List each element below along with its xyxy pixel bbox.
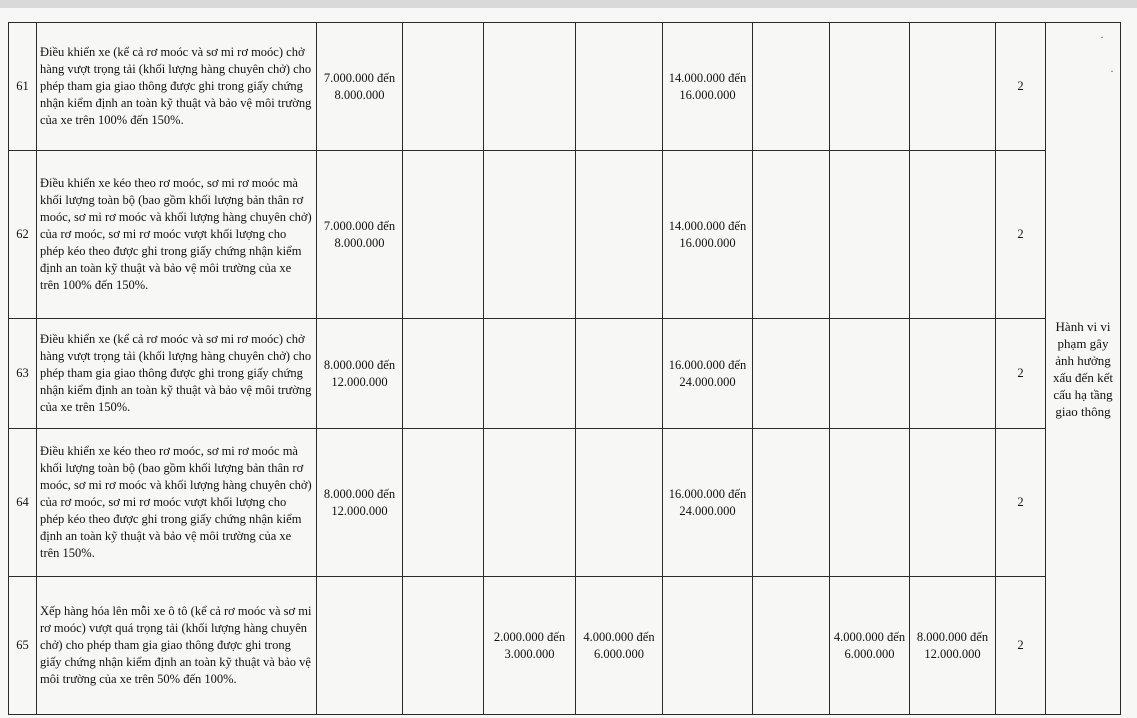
empty-cell [403, 151, 484, 319]
violation-description: Điều khiển xe kéo theo rơ moóc, sơ mi rơ moóc mà khối lượng toàn bộ (bao gồm khối lượng bản thân rơ moóc, sơ mi rơ moóc và khối lượng hàng chuyên chở) của rơ moóc, sơ mi rơ moóc vượt khối lượng cho phép kéo theo được ghi trong giấy chứng nhận kiểm định an toàn kỹ thuật và bảo vệ môi trường của xe trên 100% đến 150%. [37, 151, 317, 319]
empty-cell [576, 23, 663, 151]
empty-cell [576, 429, 663, 577]
table-row [9, 577, 1121, 715]
row-number: 63 [9, 319, 37, 429]
empty-cell [576, 151, 663, 319]
fine-amount: 4.000.000 đến 6.000.000 [830, 577, 910, 715]
empty-cell [910, 429, 996, 577]
empty-cell [910, 151, 996, 319]
empty-cell [484, 151, 576, 319]
fine-amount: 8.000.000 đến 12.000.000 [317, 429, 403, 577]
violation-description: Xếp hàng hóa lên mỗi xe ô tô (kể cả rơ moóc và sơ mi rơ moóc) vượt quá trọng tải (khối lượng hàng chuyên chở) cho phép tham gia giao thông được ghi trong giấy chứng nhận kiểm định an toàn kỹ thuật và bảo vệ môi trường của xe trên 50% đến 100%. [37, 577, 317, 715]
fine-amount: 14.000.000 đến 16.000.000 [663, 151, 753, 319]
empty-cell [484, 319, 576, 429]
empty-cell [576, 319, 663, 429]
empty-cell [317, 577, 403, 715]
empty-cell [830, 429, 910, 577]
empty-cell [753, 577, 830, 715]
empty-cell [753, 319, 830, 429]
empty-cell [403, 23, 484, 151]
fine-amount: 7.000.000 đến 8.000.000 [317, 151, 403, 319]
row-number: 65 [9, 577, 37, 715]
table-row [9, 23, 1121, 151]
empty-cell [663, 577, 753, 715]
points-deducted: 2 [996, 577, 1046, 715]
empty-cell [910, 319, 996, 429]
speck-mark: · [1110, 64, 1114, 78]
empty-cell [830, 319, 910, 429]
violation-description: Điều khiển xe (kể cả rơ moóc và sơ mi rơ moóc) chở hàng vượt trọng tải (khối lượng hàng chuyên chở) cho phép tham gia giao thông được ghi trong giấy chứng nhận kiểm định an toàn kỹ thuật và bảo vệ môi trường của xe trên 100% đến 150%. [37, 23, 317, 151]
violation-description: Điều khiển xe kéo theo rơ moóc, sơ mi rơ moóc mà khối lượng toàn bộ (bao gồm khối lượng bản thân rơ moóc, sơ mi rơ moóc và khối lượng hàng chuyên chở) của rơ moóc, sơ mi rơ moóc vượt khối lượng cho phép kéo theo được ghi trong giấy chứng nhận kiểm định an toàn kỹ thuật và bảo vệ môi trường của xe trên 150%. [37, 429, 317, 577]
fine-amount: 2.000.000 đến 3.000.000 [484, 577, 576, 715]
empty-cell [403, 429, 484, 577]
fine-amount: 16.000.000 đến 24.000.000 [663, 319, 753, 429]
fine-amount: 7.000.000 đến 8.000.000 [317, 23, 403, 151]
points-deducted: 2 [996, 23, 1046, 151]
fine-amount: 8.000.000 đến 12.000.000 [910, 577, 996, 715]
fine-amount: 16.000.000 đến 24.000.000 [663, 429, 753, 577]
penalty-table [8, 22, 1121, 715]
speck-mark: · [1100, 30, 1104, 44]
empty-cell [753, 151, 830, 319]
violation-group-note: Hành vi vi phạm gây ảnh hưởng xấu đến kết cấu hạ tầng giao thông [1046, 23, 1121, 715]
points-deducted: 2 [996, 151, 1046, 319]
fine-amount: 8.000.000 đến 12.000.000 [317, 319, 403, 429]
violation-description: Điều khiển xe (kể cả rơ moóc và sơ mi rơ moóc) chở hàng vượt trọng tải (khối lượng hàng chuyên chở) cho phép tham gia giao thông được ghi trong giấy chứng nhận kiểm định an toàn kỹ thuật và bảo vệ môi trường của xe trên 150%. [37, 319, 317, 429]
empty-cell [830, 151, 910, 319]
empty-cell [910, 23, 996, 151]
document-page [0, 8, 1137, 718]
table-row [9, 319, 1121, 429]
empty-cell [484, 23, 576, 151]
empty-cell [830, 23, 910, 151]
empty-cell [484, 429, 576, 577]
table-row [9, 429, 1121, 577]
row-number: 62 [9, 151, 37, 319]
empty-cell [403, 577, 484, 715]
fine-amount: 4.000.000 đến 6.000.000 [576, 577, 663, 715]
table-row [9, 151, 1121, 319]
points-deducted: 2 [996, 429, 1046, 577]
fine-amount: 14.000.000 đến 16.000.000 [663, 23, 753, 151]
points-deducted: 2 [996, 319, 1046, 429]
empty-cell [753, 23, 830, 151]
empty-cell [753, 429, 830, 577]
empty-cell [403, 319, 484, 429]
row-number: 61 [9, 23, 37, 151]
row-number: 64 [9, 429, 37, 577]
